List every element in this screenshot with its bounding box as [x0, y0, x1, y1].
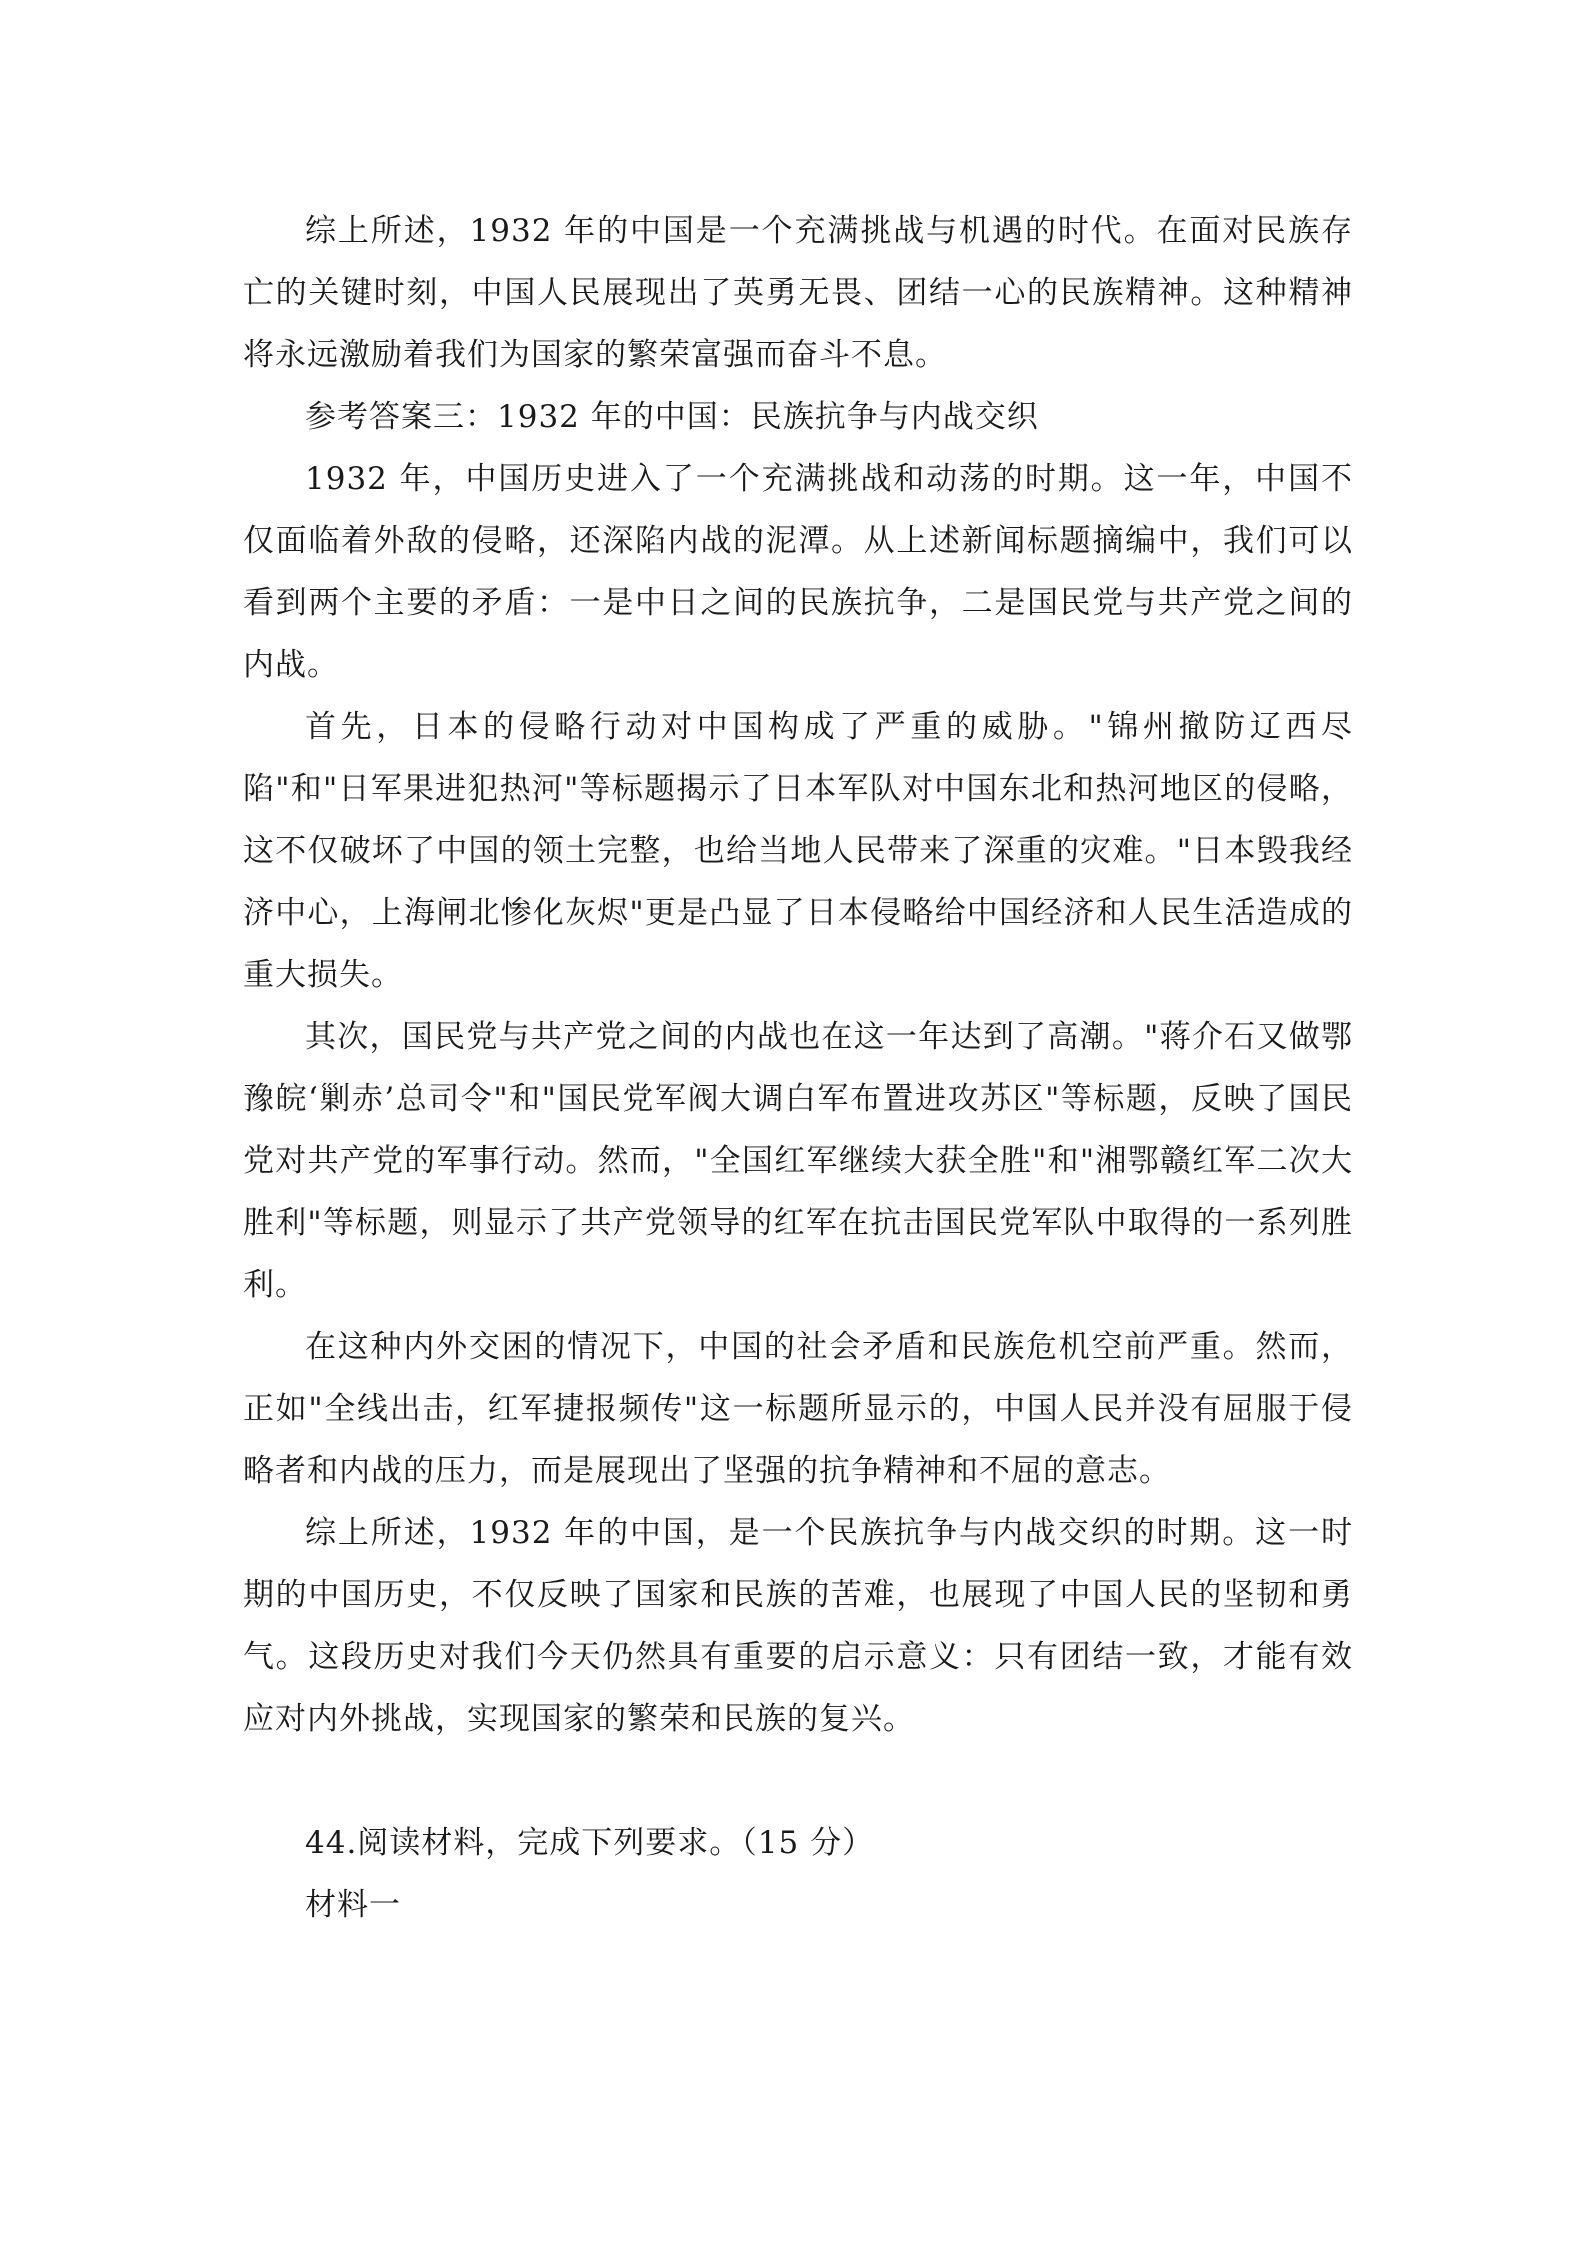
question-44: 44.阅读材料，完成下列要求。（15 分）	[305, 1825, 875, 1861]
crisis-paragraph: 在这种内外交困的情况下，中国的社会矛盾和民族危机空前严重。然而，正如"全线出击，红军捷报频传"这一标题所显示的，中国人民并没有屈服于侵略者和内战的压力，而是展现出了坚强的抗争精神和不屈的意志。	[243, 1329, 1353, 1489]
summary-paragraph: 综上所述，1932 年的中国是一个充满挑战与机遇的时代。在面对民族存亡的关键时刻，中国人民展现出了英勇无畏、团结一心的民族精神。这种精神将永远激励着我们为国家的繁荣富强而奋斗不息。	[243, 213, 1353, 373]
spacer	[243, 1750, 1353, 1812]
intro-paragraph: 1932 年，中国历史进入了一个充满挑战和动荡的时期。这一年，中国不仅面临着外敌的侵略，还深陷内战的泥潭。从上述新闻标题摘编中，我们可以看到两个主要的矛盾：一是中日之间的民族抗争，二是国民党与共产党之间的内战。	[243, 461, 1353, 683]
conclusion-paragraph: 综上所述，1932 年的中国，是一个民族抗争与内战交织的时期。这一时期的中国历史，不仅反映了国家和民族的苦难，也展现了中国人民的坚韧和勇气。这段历史对我们今天仍然具有重要的启示意义：只有团结一致，才能有效应对内外挑战，实现国家的繁荣和民族的复兴。	[243, 1515, 1353, 1737]
civil-war-paragraph: 其次，国民党与共产党之间的内战也在这一年达到了高潮。"蒋介石又做鄂豫皖‘剿赤’总司令"和"国民党军阀大调白军布置进攻苏区"等标题，反映了国民党对共产党的军事行动。然而，"全国红军继续大获全胜"和"湘鄂赣红军二次大胜利"等标题，则显示了共产党领导的红军在抗击国民党军队中取得的一系列胜利。	[243, 1019, 1353, 1303]
document-page	[243, 200, 1353, 1936]
japan-invasion-paragraph: 首先，日本的侵略行动对中国构成了严重的威胁。"锦州撤防辽西尽陷"和"日军果进犯热河"等标题揭示了日本军队对中国东北和热河地区的侵略，这不仅破坏了中国的领土完整，也给当地人民带来了深重的灾难。"日本毁我经济中心，上海闸北惨化灰烬"更是凸显了日本侵略给中国经济和人民生活造成的重大损失。	[243, 709, 1353, 993]
material-one-label: 材料一	[305, 1887, 401, 1923]
answer-three-heading: 参考答案三：1932 年的中国：民族抗争与内战交织	[305, 399, 1039, 435]
